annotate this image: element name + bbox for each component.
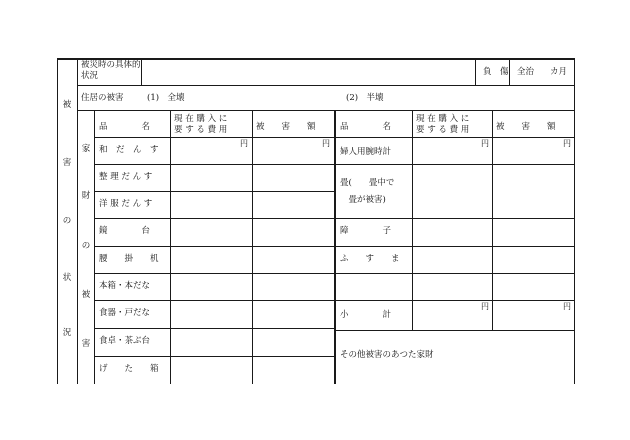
recovery-label: 全治 <box>517 67 535 77</box>
residence-bottom-line <box>77 110 575 111</box>
left-header-price: 現 在 購 入 に 要 す る 費 用 <box>174 114 228 135</box>
left-row-line-8 <box>94 356 334 357</box>
subtotal-damage-yen: 円 <box>563 302 571 311</box>
right-row-line-2 <box>336 218 575 219</box>
right-row-other-goods: その他被害のあつた家財 <box>340 350 434 360</box>
left-row-line-3 <box>94 218 334 219</box>
subtotal-price-yen: 円 <box>481 302 489 311</box>
left-header-item: 品 名 <box>99 122 151 132</box>
right-row-shoji: 障 子 <box>340 226 392 236</box>
left-row-item-3: 洋 服 だ ん す <box>99 199 153 209</box>
right-damage-yen: 円 <box>563 139 571 148</box>
header-divider-3 <box>509 58 510 85</box>
left-row-item-4: 鏡 台 <box>99 226 151 236</box>
residence-option-half: (2) 半壊 <box>346 93 384 103</box>
left-row-item-9: げ た 箱 <box>99 364 159 374</box>
header-divider-2 <box>475 58 476 85</box>
right-row-line-6 <box>336 330 575 331</box>
damage-report-form <box>57 58 575 384</box>
table-header-bottom-line <box>94 137 575 138</box>
right-header-damage: 被 害 額 <box>496 122 556 132</box>
residence-label: 住居の被害 <box>81 93 124 103</box>
goods-damage-char-4: 被 <box>81 290 91 300</box>
center-divider <box>334 110 336 384</box>
header-divider-1 <box>141 58 142 85</box>
goods-damage-char-1: 家 <box>81 144 91 154</box>
right-col-divider-price <box>492 110 493 330</box>
right-row-line-3 <box>336 246 575 247</box>
header-bottom-line <box>77 85 575 86</box>
damage-situation-char-5: 況 <box>62 328 72 338</box>
left-row-item-7: 食器・戸だな <box>99 308 151 318</box>
left-col-divider-price <box>252 110 253 384</box>
right-row-line-5 <box>336 300 575 301</box>
right-price-yen: 円 <box>481 139 489 148</box>
left-row-line-1 <box>94 164 334 165</box>
left-row-item-2: 整 理 だ ん す <box>99 172 153 182</box>
damage-situation-char-2: 害 <box>62 158 72 168</box>
goods-damage-char-5: 害 <box>81 339 91 349</box>
goods-damage-char-3: の <box>81 241 91 251</box>
residence-option-full: (1) 全壊 <box>147 93 185 103</box>
left-damage-yen: 円 <box>322 139 330 148</box>
injury-label: 負 傷 <box>483 67 509 77</box>
left-row-line-5 <box>94 273 334 274</box>
right-row-line-4 <box>336 273 575 274</box>
left-row-line-4 <box>94 246 334 247</box>
damage-situation-char-4: 状 <box>62 273 72 283</box>
right-row-fusuma: ふ す ま <box>340 254 400 264</box>
side-label-divider <box>77 58 78 384</box>
right-row-tatami: 畳( 畳中で 畳が被害) <box>340 178 395 205</box>
left-col-divider-item <box>170 110 171 384</box>
right-header-item: 品 名 <box>340 122 392 132</box>
left-row-line-7 <box>94 328 334 329</box>
months-unit: カ月 <box>550 67 568 77</box>
right-row-watch: 婦人用腕時計 <box>340 147 392 157</box>
damage-situation-char-3: の <box>62 216 72 226</box>
situation-label: 被災時の具体的 状況 <box>81 60 141 81</box>
right-row-subtotal: 小 計 <box>340 310 392 320</box>
left-row-item-5: 腰 掛 机 <box>99 254 159 264</box>
left-price-yen: 円 <box>240 139 248 148</box>
form-right-border <box>574 58 575 384</box>
right-col-divider-item <box>412 110 413 330</box>
left-row-item-6: 本箱・本だな <box>99 281 151 291</box>
left-row-line-6 <box>94 300 334 301</box>
left-row-item-1: 和 だ ん す <box>99 145 159 155</box>
goods-label-divider <box>94 110 95 384</box>
right-row-line-1 <box>336 164 575 165</box>
right-header-price: 現 在 購 入 に 要 す る 費 用 <box>416 114 470 135</box>
left-row-item-8: 食卓・茶ぶ台 <box>99 336 151 346</box>
left-header-damage: 被 害 額 <box>256 122 316 132</box>
form-left-border <box>57 58 58 384</box>
damage-situation-char-1: 被 <box>62 100 72 110</box>
goods-damage-char-2: 財 <box>81 191 91 201</box>
left-row-line-2 <box>94 191 334 192</box>
